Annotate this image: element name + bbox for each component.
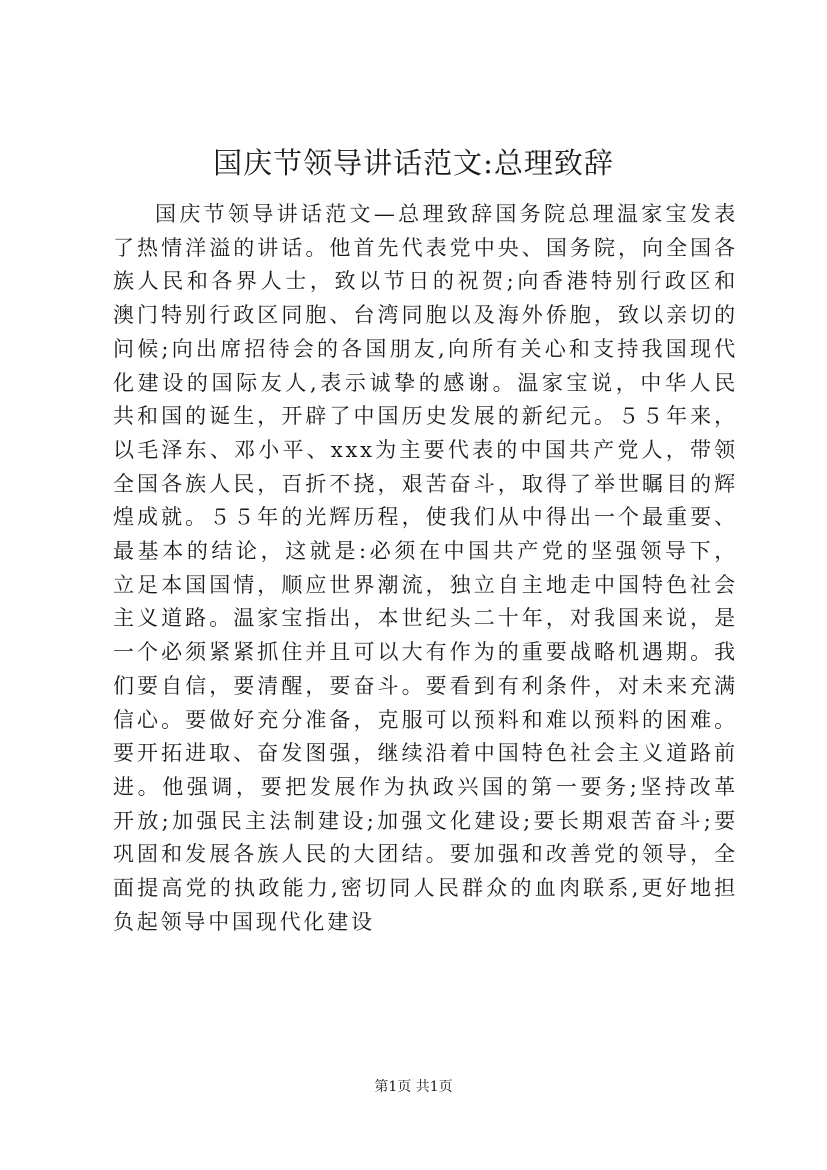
document-body: 国庆节领导讲话范文—总理致辞国务院总理温家宝发表了热情洋溢的讲话。他首先代表党中央、国务院，向全国各族人民和各界人士，致以节日的祝贺;向香港特别行政区和澳门特别行政区同胞、台湾同胞以及海外侨胞，致以亲切的问候;向出席招待会的各国朋友,向所有关心和支持我国现代化建设的国际友人,表示诚挚的感谢。温家宝说，中华人民共和国的诞生，开辟了中国历史发展的新纪元。５５年来，以毛泽东、邓小平、xxx为主要代表的中国共产党人，带领全国各族人民，百折不挠，艰苦奋斗，取得了举世瞩目的辉煌成就。５５年的光辉历程，使我们从中得出一个最重要、最基本的结论，这就是:必须在中国共产党的坚强领导下，立足本国国情，顺应世界潮流，独立自主地走中国特色社会主义道路。温家宝指出，本世纪头二十年，对我国来说，是一个必须紧紧抓住并且可以大有作为的重要战略机遇期。我们要自信，要清醒，要奋斗。要看到有利条件，对未来充满信心。要做好充分准备，克服可以预料和难以预料的困难。要开拓进取、奋发图强，继续沿着中国特色社会主义道路前进。他强调，要把发展作为执政兴国的第一要务;坚持改革开放;加强民主法制建设;加强文化建设;要长期艰苦奋斗;要巩固和发展各族人民的大团结。要加强和改善党的领导，全面提高党的执政能力,密切同人民群众的血肉联系,更好地担负起领导中国现代化建设 (113, 202, 738, 934)
page-footer: 第1页 共1页 (374, 1079, 453, 1095)
document-title: 国庆节领导讲话范文:总理致辞 (213, 146, 614, 180)
